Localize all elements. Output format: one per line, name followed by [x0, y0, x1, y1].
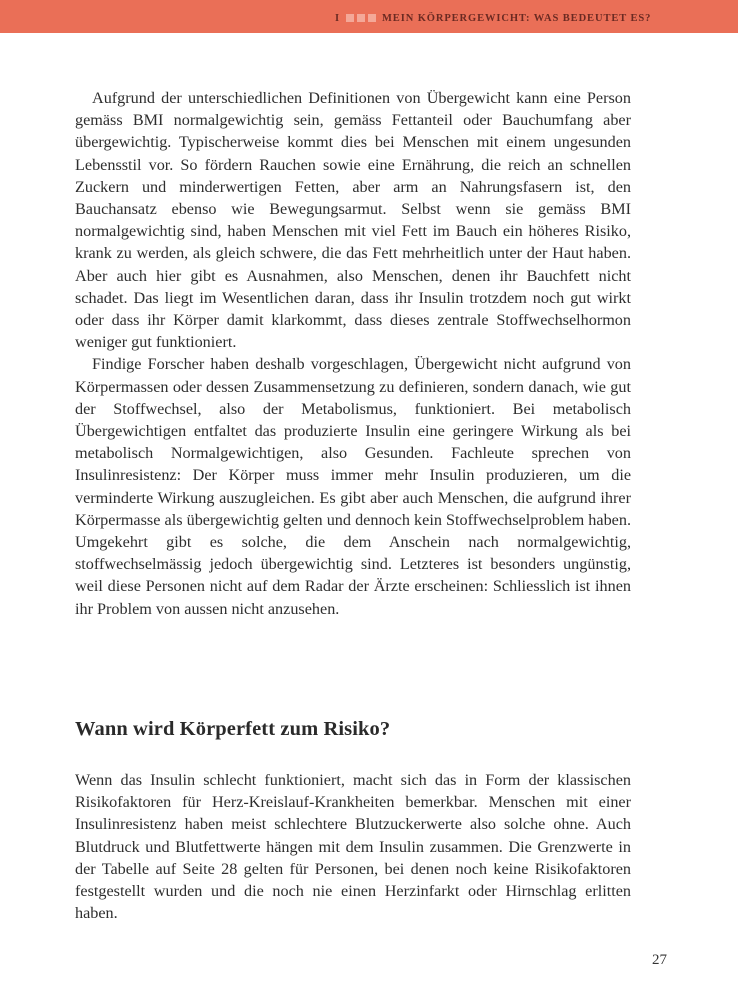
square-icon [346, 14, 354, 22]
running-head [335, 11, 651, 25]
section-body [75, 769, 631, 924]
chapter-number: I [335, 12, 340, 24]
square-icon [357, 14, 365, 22]
square-icon [368, 14, 376, 22]
decorative-squares-icon [346, 14, 376, 22]
body-text [75, 87, 631, 620]
page-number: 27 [652, 952, 667, 968]
paragraph: Aufgrund der unterschiedlichen Definitionen von Übergewicht kann eine Person gemäss BMI normalgewichtig sein, gemäss Fettanteil oder Bauchumfang aber übergewichtig. Typischerweise kommt dies bei Menschen mit einem ungesunden Lebensstil vor. So fördern Rauchen sowie eine Ernährung, die reich an schnellen Zuckern und minderwertigen Fetten, aber arm an Nahrungsfasern ist, den Bauchansatz ebenso wie Bewegungsarmut. Selbst wenn sie gemäss BMI normalgewichtig sind, haben Menschen mit viel Fett im Bauch ein höheres Risiko, krank zu werden, als gleich schwere, die das Fett mehrheitlich unter der Haut haben. Aber auch hier gibt es Ausnahmen, also Menschen, denen ihr Bauchfett nicht schadet. Das liegt im Wesentlichen daran, dass ihr Insulin trotzdem noch gut wirkt oder dass ihr Körper damit klarkommt, dass dieses zentrale Stoffwechselhormon weniger gut funktioniert. [75, 89, 631, 352]
running-title: MEIN KÖRPERGEWICHT: WAS BEDEUTET ES? [382, 12, 652, 24]
paragraph: Findige Forscher haben deshalb vorgeschlagen, Übergewicht nicht aufgrund von Körpermassen oder dessen Zusammensetzung zu definieren, sondern danach, wie gut der Stoffwechsel, also der Metabolismus, funktioniert. Bei metabolisch Übergewichtigen entfaltet das produzierte Insulin eine geringere Wirkung als bei metabolisch Normalgewichtigen, also Gesunden. Fachleute sprechen von Insulinresistenz: Der Körper muss immer mehr Insulin produzieren, um die verminderte Wirkung auszugleichen. Es gibt aber auch Menschen, die aufgrund ihrer Körpermasse als übergewichtig gelten und dennoch kein Stoffwechselproblem haben. Umgekehrt gibt es solche, die dem Anschein nach normalgewichtig, stoffwechselmässig jedoch übergewichtig sind. Letzteres ist besonders ungünstig, weil diese Personen nicht auf dem Radar der Ärzte erscheinen: Schliesslich ist ihnen ihr Problem von aussen nicht anzusehen. [75, 355, 631, 618]
paragraph: Wenn das Insulin schlecht funktioniert, macht sich das in Form der klassischen Risikofaktoren für Herz-Kreislauf-Krankheiten bemerkbar. Menschen mit einer Insulinresistenz haben meist schlechtere Blutzuckerwerte also solche ohne. Auch Blutdruck und Blutfettwerte hängen mit dem Insulin zusammen. Die Grenzwerte in der Tabelle auf Seite 28 gelten für Personen, bei denen noch keine Risikofaktoren festgestellt wurden und die noch nie einen Herzinfarkt oder Hirnschlag erlitten haben. [75, 771, 631, 923]
section-heading: Wann wird Körperfett zum Risiko? [75, 718, 391, 740]
